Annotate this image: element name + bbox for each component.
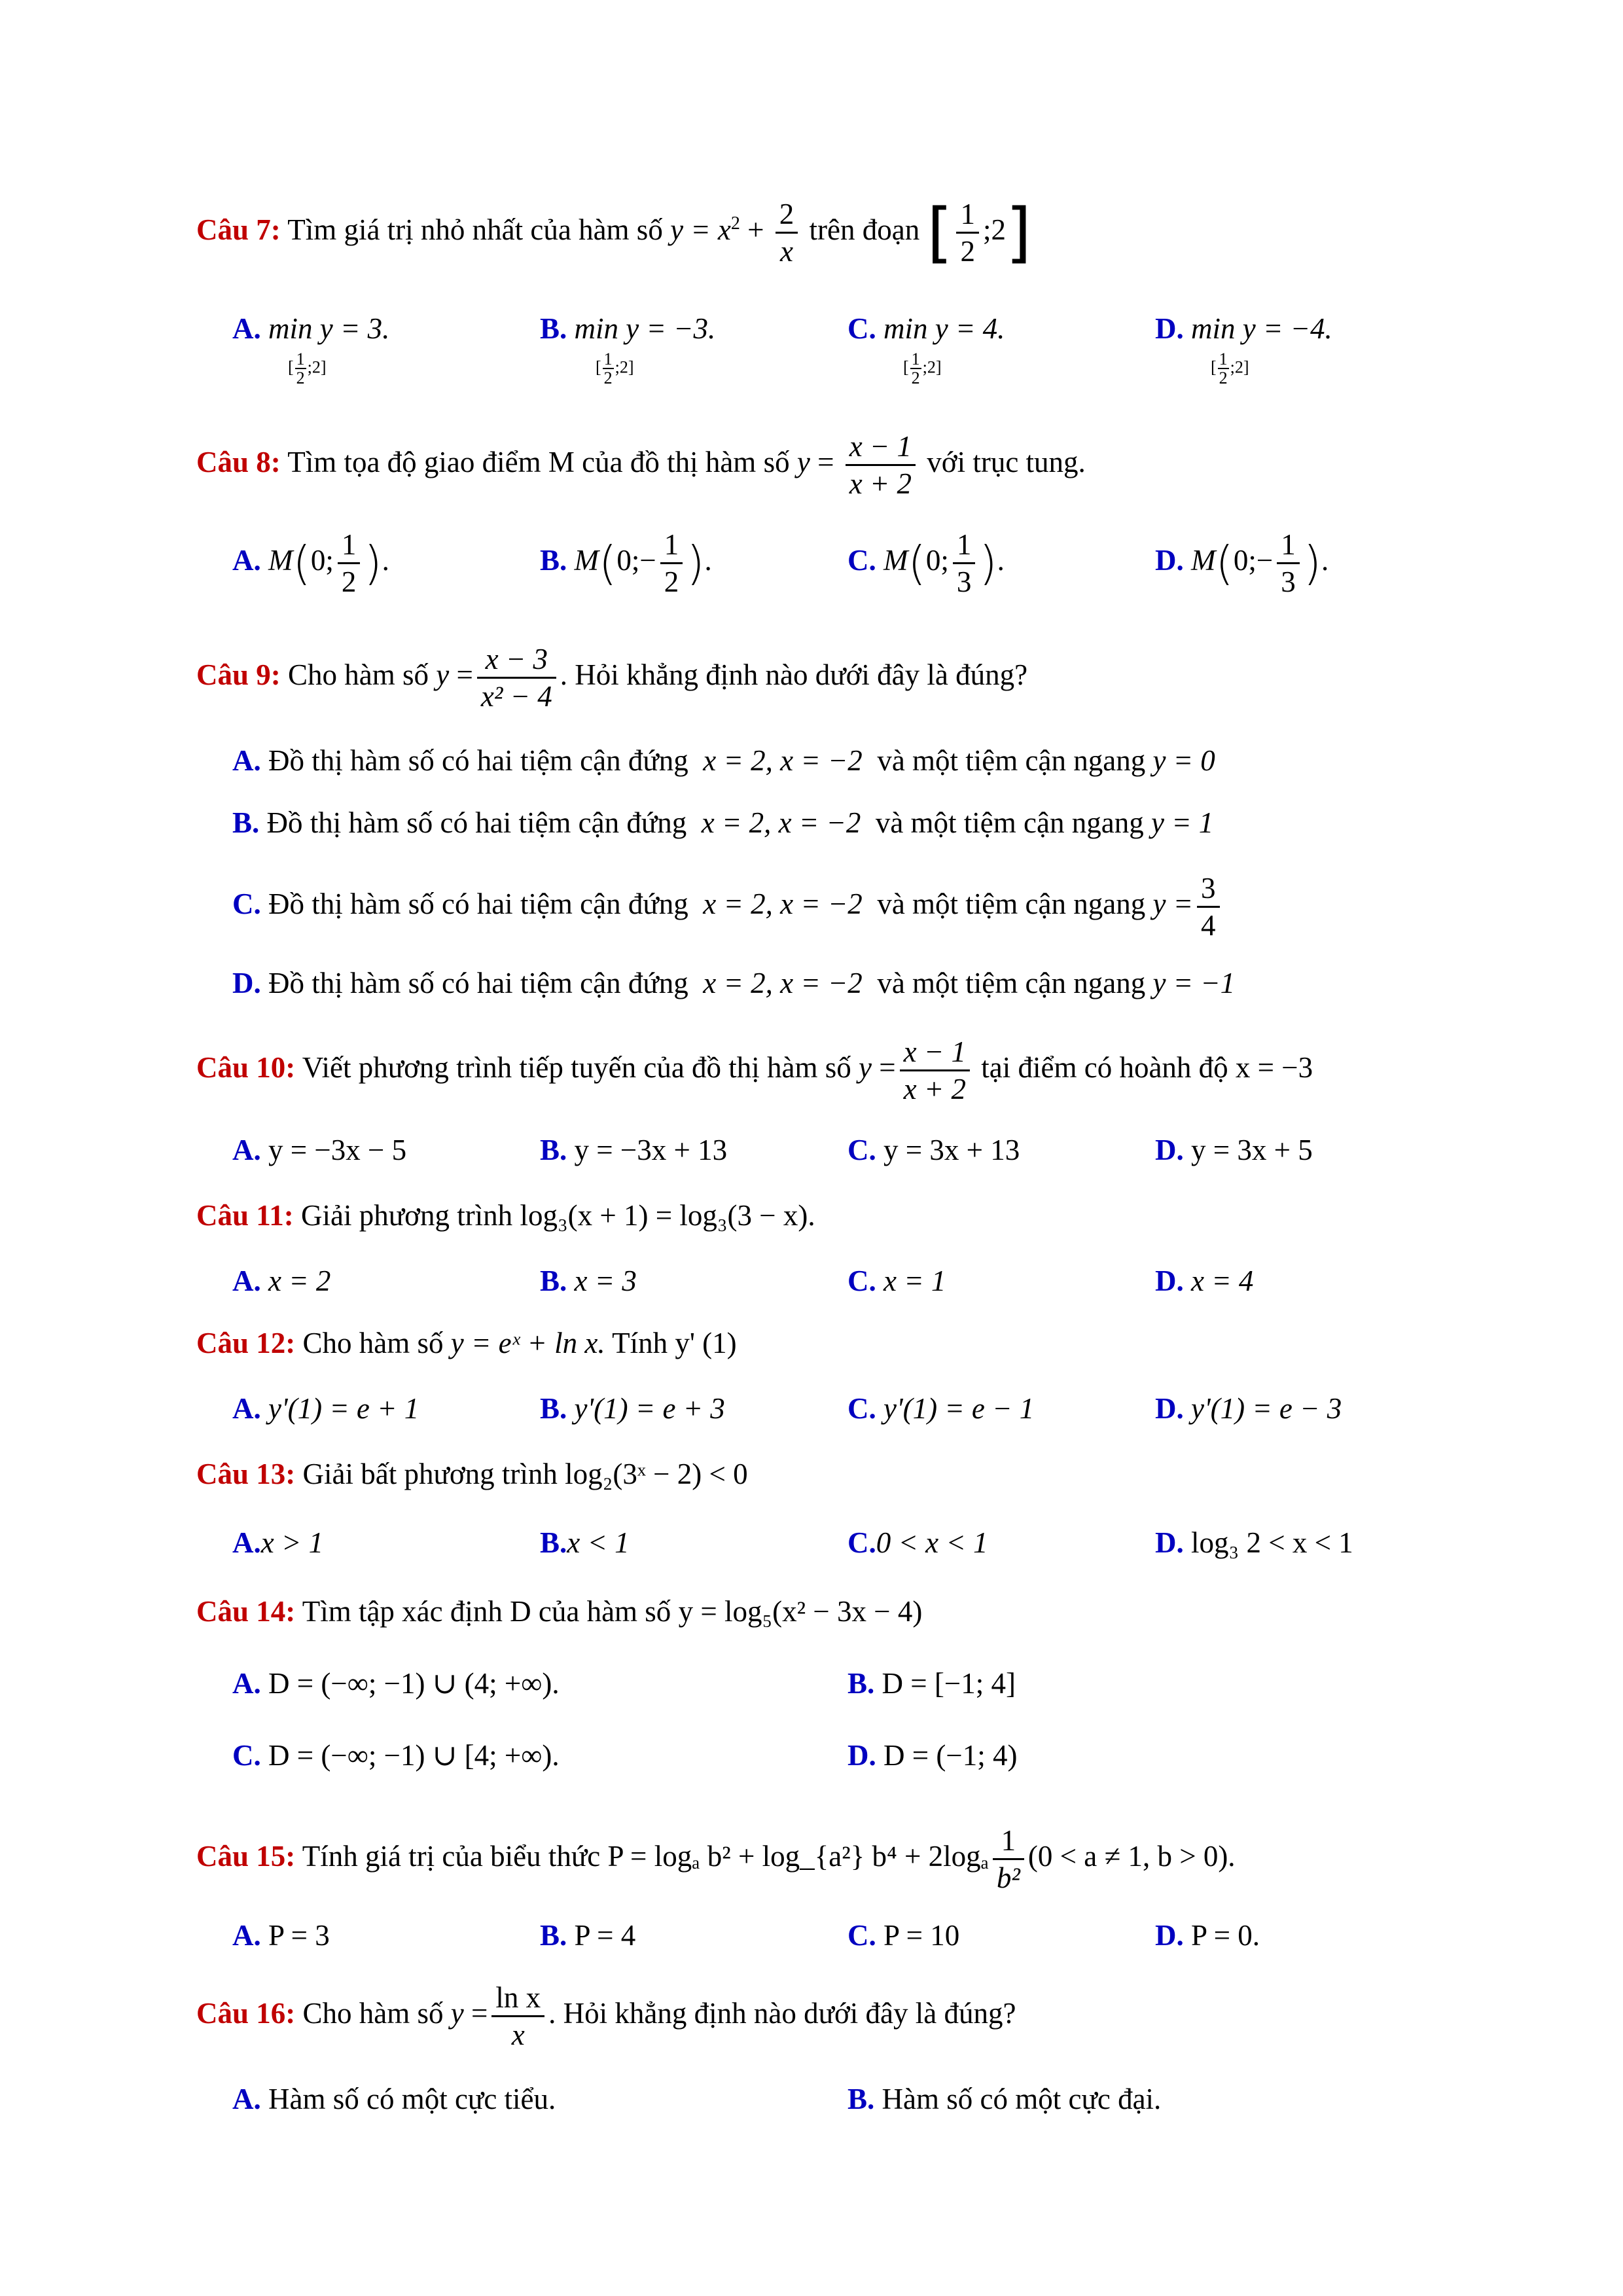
question-tail: tại điểm có hoành độ x = −3: [981, 1050, 1313, 1084]
question-tail: với trục tung.: [927, 445, 1086, 478]
option-b[interactable]: B. x = 3: [540, 1265, 637, 1297]
fraction: $\frac{x - 3}{\text{x² − 4}}$: [477, 641, 556, 714]
question-9: Câu 9: Cho hàm số y = $\frac{x - 3}{\text{x² − 4}}$ . Hỏi khẳng định nào dưới đây là đúng?: [196, 643, 1028, 713]
question-number: Câu 8:: [196, 445, 281, 478]
option-b[interactable]: B. M(0;− $\frac{1}{2}$ ).: [540, 528, 712, 598]
question-14: [196, 1597, 922, 1626]
option-d[interactable]: D. M(0;− $\frac{1}{3}$ ).: [1155, 528, 1329, 598]
formula: P = logₐ b² + log_{a²} b⁴ + 2logₐ: [607, 1839, 989, 1873]
question-number: Câu 15:: [196, 1839, 296, 1873]
option-c[interactable]: C.0 < x < 1: [847, 1526, 988, 1559]
option-d[interactable]: D. x = 4: [1155, 1265, 1254, 1297]
option-b[interactable]: B. min y = −3.: [540, 312, 716, 345]
option-a[interactable]: A. M(0; $\frac{1}{2}$ ).: [232, 528, 389, 598]
min-interval: [ $\frac{1}{2}$ ;2]: [288, 350, 327, 388]
min-interval: [ $\frac{1}{2}$ ;2]: [903, 350, 942, 388]
question-text: Tìm giá trị nhỏ nhất của hàm số: [287, 213, 663, 246]
formula-lhs: y = x: [670, 213, 731, 246]
question-text: Cho hàm số: [288, 658, 429, 691]
question-tail: . Hỏi khẳng định nào dưới đây là đúng?: [548, 1996, 1016, 2030]
min-interval: [ $\frac{1}{2}$ ;2]: [596, 350, 634, 388]
option-c[interactable]: C. M(0; $\frac{1}{3}$ ).: [847, 528, 1005, 598]
question-12: [196, 1329, 737, 1358]
option-c[interactable]: C. D = (−∞; −1) ∪ [4; +∞).: [232, 1739, 560, 1772]
option-c[interactable]: C. P = 10: [847, 1919, 960, 1952]
option-b[interactable]: B. D = [−1; 4]: [847, 1667, 1016, 1700]
question-number: Câu 14:: [196, 1595, 296, 1628]
question-number: Câu 13:: [196, 1458, 296, 1490]
option-d[interactable]: D. D = (−1; 4): [847, 1739, 1018, 1772]
option-b[interactable]: B. Đồ thị hàm số có hai tiệm cận đứng x = 2, x = −2 và một tiệm cận ngang y = 1: [232, 806, 1214, 839]
option-a[interactable]: A.x > 1: [232, 1526, 324, 1559]
option-a[interactable]: A. Hàm số có một cực tiểu.: [232, 2083, 556, 2115]
formula: log₃(x + 1) = log₃(3 − x).: [520, 1199, 815, 1232]
option-c[interactable]: C. y'(1) = e − 1: [847, 1392, 1035, 1425]
min-interval: [ $\frac{1}{2}$ ;2]: [1211, 350, 1249, 388]
option-c[interactable]: C. min y = 4.: [847, 312, 1005, 345]
option-a[interactable]: A. y = −3x − 5: [232, 1134, 407, 1166]
question-tail: (0 < a ≠ 1, b > 0).: [1027, 1839, 1236, 1873]
question-15: [196, 1823, 1236, 1895]
question-text: Giải phương trình: [301, 1199, 513, 1232]
question-10: Câu 10: Viết phương trình tiếp tuyến của đồ thị hàm số y = $\frac{x - 1}{x + 2}$ tại điểm có hoành độ x = −3: [196, 1035, 1313, 1105]
formula: y = eˣ + ln x.: [450, 1327, 605, 1359]
question-13: [196, 1460, 748, 1489]
fraction: $\frac{\text{ln x}}{x}$: [491, 1980, 544, 2053]
option-a[interactable]: A. x = 2: [232, 1265, 331, 1297]
question-text: Tìm tập xác định D của hàm số: [302, 1595, 671, 1628]
option-a[interactable]: A. Đồ thị hàm số có hai tiệm cận đứng x = 2, x = −2 và một tiệm cận ngang y = 0: [232, 744, 1215, 777]
option-b[interactable]: B. Hàm số có một cực đại.: [847, 2083, 1162, 2115]
option-d[interactable]: D. P = 0.: [1155, 1919, 1260, 1952]
question-tail: . Hỏi khẳng định nào dưới đây là đúng?: [560, 658, 1028, 691]
question-number: Câu 9:: [196, 658, 281, 691]
fraction: $\frac{1}{\text{b²}}$: [993, 1823, 1024, 1895]
question-11: [196, 1201, 815, 1230]
question-number: Câu 10:: [196, 1050, 296, 1084]
question-number: Câu 12:: [196, 1327, 296, 1359]
question-text: Cho hàm số: [302, 1327, 444, 1359]
option-d[interactable]: D. min y = −4.: [1155, 312, 1332, 345]
question-text: Cho hàm số: [302, 1996, 444, 2030]
question-number: Câu 11:: [196, 1199, 294, 1232]
question-number: Câu 16:: [196, 1996, 296, 2030]
option-d[interactable]: D. log₃ 2 < x < 1: [1155, 1526, 1353, 1559]
question-text: Tìm tọa độ giao điểm M của đồ thị hàm số: [287, 445, 790, 478]
option-c[interactable]: C. Đồ thị hàm số có hai tiệm cận đứng x = 2, x = −2 và một tiệm cận ngang y = $\frac{3}{4}$: [232, 870, 1224, 943]
fraction: $\frac{x - 1}{x + 2}$: [900, 1034, 970, 1107]
question-number: Câu 7:: [196, 213, 281, 246]
formula: y = log₅(x² − 3x − 4): [678, 1595, 923, 1628]
fraction: $\frac{x - 1}{x + 2}$: [846, 429, 916, 501]
option-a[interactable]: A. min y = 3.: [232, 312, 390, 345]
fraction: $\frac{2}{x}$: [776, 196, 798, 269]
option-a[interactable]: A. y'(1) = e + 1: [232, 1392, 419, 1425]
option-a[interactable]: A. D = (−∞; −1) ∪ (4; +∞).: [232, 1667, 560, 1700]
option-d[interactable]: D. y'(1) = e − 3: [1155, 1392, 1342, 1425]
option-b[interactable]: B. y = −3x + 13: [540, 1134, 728, 1166]
option-c[interactable]: C. x = 1: [847, 1265, 946, 1297]
option-a[interactable]: A. P = 3: [232, 1919, 330, 1952]
question-tail: trên đoạn: [809, 213, 920, 246]
option-b[interactable]: B. P = 4: [540, 1919, 636, 1952]
formula: log₂(3ˣ − 2) < 0: [565, 1458, 748, 1490]
option-b[interactable]: B. y'(1) = e + 3: [540, 1392, 725, 1425]
option-d[interactable]: D. Đồ thị hàm số có hai tiệm cận đứng x = 2, x = −2 và một tiệm cận ngang y = −1: [232, 967, 1236, 999]
option-c[interactable]: C. y = 3x + 13: [847, 1134, 1020, 1166]
question-16: Câu 16: Cho hàm số y = $\frac{\text{ln x}}{x}$ . Hỏi khẳng định nào dưới đây là đúng?: [196, 1981, 1016, 2051]
question-tail: Tính y' (1): [612, 1327, 737, 1359]
option-d[interactable]: D. y = 3x + 5: [1155, 1134, 1313, 1166]
question-7: Câu 7: Tìm giá trị nhỏ nhất của hàm số $y = x^2$ + $\frac{2}{x}$ trên đoạn [ $\frac{1}{2}$ ;2]: [196, 194, 1032, 271]
question-text: Giải bất phương trình: [302, 1458, 558, 1490]
option-b[interactable]: B.x < 1: [540, 1526, 630, 1559]
question-text: Viết phương trình tiếp tuyến của đồ thị hàm số: [302, 1050, 851, 1084]
interval-fraction: $\frac{1}{2}$: [956, 196, 979, 269]
question-8: Câu 8: Tìm tọa độ giao điểm M của đồ thị hàm số y = $\frac{x - 1}{x + 2}$ với trục tung.: [196, 430, 1086, 500]
question-text: Tính giá trị của biểu thức: [302, 1839, 601, 1873]
